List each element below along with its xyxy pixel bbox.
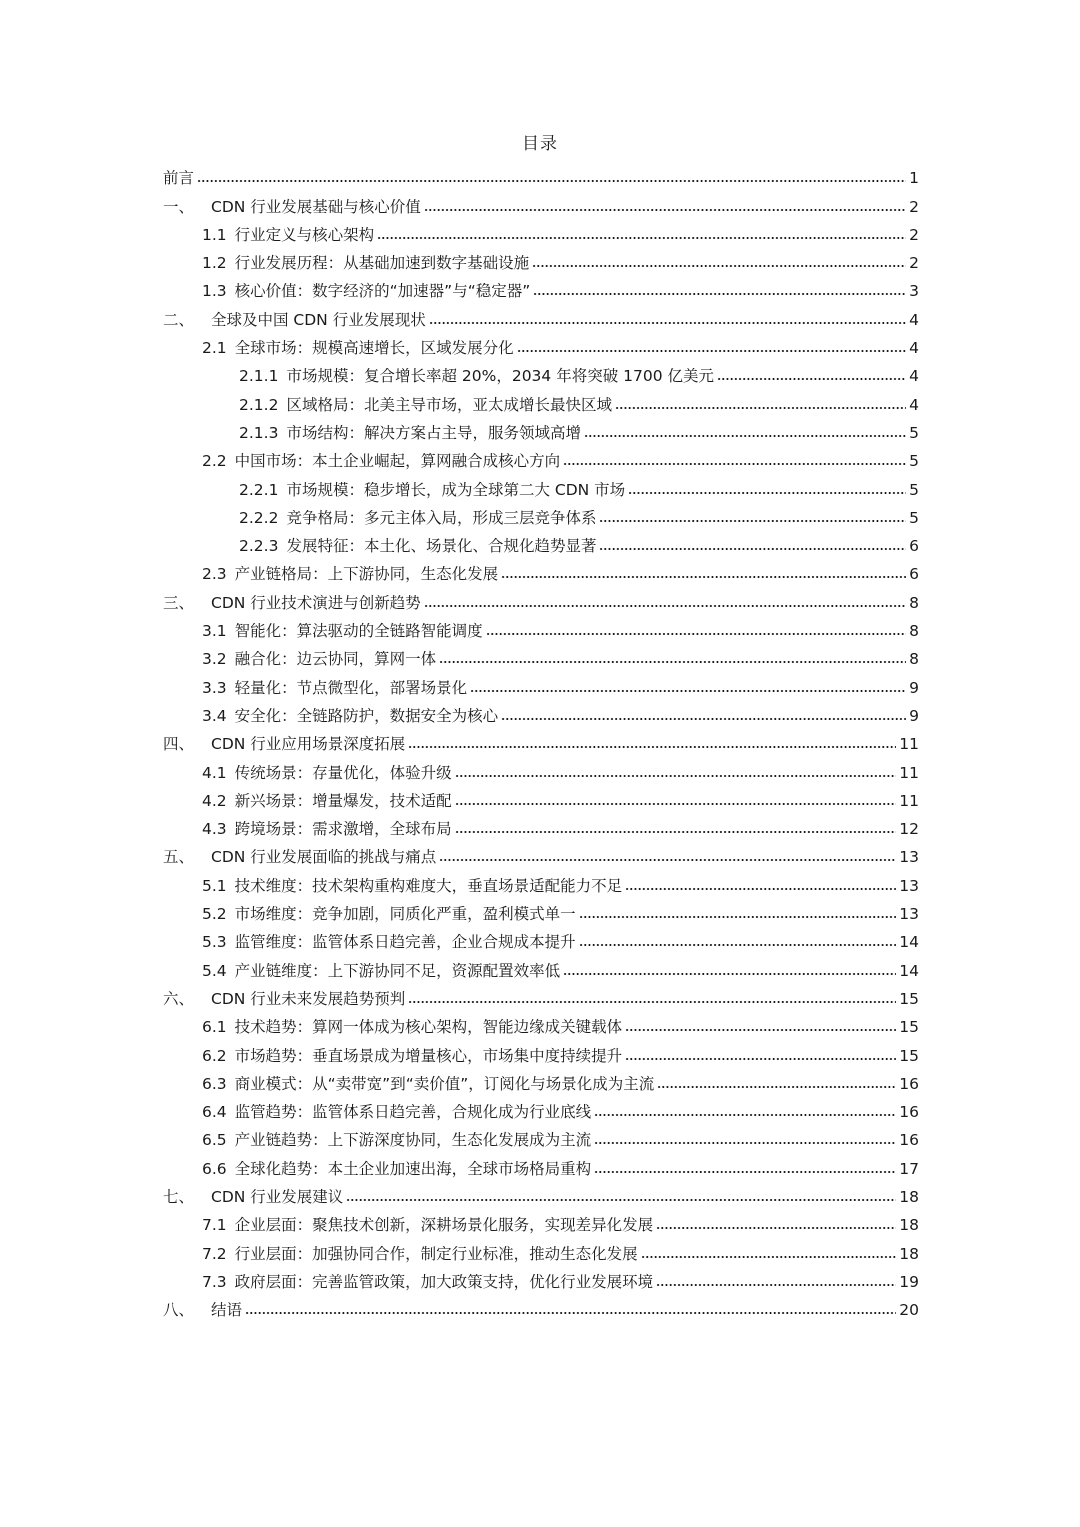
toc-entry-label: 传统场景：存量优化，体验升级 bbox=[234, 763, 452, 782]
toc-entry-page-number: 14 bbox=[899, 961, 919, 980]
dot-leader bbox=[584, 434, 906, 438]
toc-entry[interactable] bbox=[163, 981, 919, 1009]
dot-leader bbox=[439, 858, 896, 862]
toc-entry-number: 二、 bbox=[163, 310, 195, 329]
dot-leader bbox=[563, 462, 906, 466]
toc-entry-number: 3.2 bbox=[202, 650, 227, 669]
toc-entry[interactable] bbox=[163, 1235, 919, 1263]
dot-leader bbox=[501, 575, 906, 579]
toc-entry-page-number: 4 bbox=[909, 395, 919, 414]
toc-entry-number: 三、 bbox=[163, 593, 195, 612]
toc-entry-page-number: 8 bbox=[909, 650, 919, 669]
dot-leader bbox=[486, 632, 906, 636]
toc-entry-label: 产业链趋势：上下游深度协同，生态化发展成为主流 bbox=[234, 1131, 592, 1150]
toc-entry-page-number: 2 bbox=[909, 225, 919, 244]
toc-entry-page-number: 8 bbox=[909, 622, 919, 641]
dot-leader bbox=[429, 321, 906, 325]
dot-leader bbox=[408, 1000, 896, 1004]
table-of-contents bbox=[163, 160, 919, 1320]
dot-leader bbox=[346, 1198, 896, 1202]
toc-entry-number: 四、 bbox=[163, 735, 195, 754]
toc-entry-label: 全球市场：规模高速增长，区域发展分化 bbox=[234, 339, 514, 358]
toc-entry-number: 2.2.2 bbox=[239, 508, 279, 527]
toc-title: 目录 bbox=[522, 134, 558, 154]
dot-leader bbox=[455, 802, 897, 806]
toc-entry-page-number: 15 bbox=[899, 1046, 919, 1065]
toc-entry-label: 融合化：边云协同，算网一体 bbox=[234, 650, 437, 669]
toc-entry-page-number: 11 bbox=[899, 763, 919, 782]
toc-entry[interactable] bbox=[163, 669, 919, 697]
toc-entry[interactable] bbox=[163, 301, 919, 329]
toc-entry-number: 六、 bbox=[163, 989, 195, 1008]
toc-entry[interactable] bbox=[163, 867, 919, 895]
toc-entry[interactable] bbox=[163, 754, 919, 782]
toc-entry-label: 中国市场：本土企业崛起，算网融合成核心方向 bbox=[234, 452, 561, 471]
toc-entry-label: CDN 行业未来发展趋势预判 bbox=[211, 989, 406, 1008]
toc-entry-label: CDN 行业发展基础与核心价值 bbox=[211, 197, 421, 216]
dot-leader bbox=[656, 1226, 896, 1230]
toc-entry-label: 智能化：算法驱动的全链路智能调度 bbox=[234, 622, 483, 641]
toc-entry[interactable] bbox=[163, 1037, 919, 1065]
dot-leader bbox=[579, 943, 897, 947]
toc-entry-label: 产业链维度：上下游协同不足，资源配置效率低 bbox=[234, 961, 561, 980]
toc-entry[interactable] bbox=[163, 1066, 919, 1094]
toc-entry[interactable] bbox=[163, 245, 919, 273]
toc-entry-number: 五、 bbox=[163, 848, 195, 867]
dot-leader bbox=[625, 1028, 896, 1032]
dot-leader bbox=[656, 1283, 896, 1287]
toc-entry[interactable] bbox=[163, 273, 919, 301]
dot-leader bbox=[197, 179, 906, 183]
toc-entry-number: 1.2 bbox=[202, 254, 227, 273]
toc-entry-number: 5.3 bbox=[202, 933, 227, 952]
toc-entry[interactable] bbox=[163, 217, 919, 245]
toc-entry-number: 1.3 bbox=[202, 282, 227, 301]
toc-entry-label: 区域格局：北美主导市场，亚太成增长最快区域 bbox=[286, 395, 612, 414]
dot-leader bbox=[615, 406, 906, 410]
toc-entry-number: 7.3 bbox=[202, 1272, 227, 1291]
toc-entry-number: 7.2 bbox=[202, 1244, 227, 1263]
toc-entry-label: 市场结构：解决方案占主导，服务领域高增 bbox=[286, 423, 581, 442]
toc-entry-number: 七、 bbox=[163, 1187, 195, 1206]
dot-leader bbox=[501, 717, 906, 721]
toc-entry-label: 市场维度：竞争加剧，同质化严重，盈利模式单一 bbox=[234, 905, 576, 924]
toc-entry-page-number: 4 bbox=[909, 339, 919, 358]
toc-entry[interactable] bbox=[163, 386, 919, 414]
toc-entry-page-number: 19 bbox=[899, 1272, 919, 1291]
toc-entry-page-number: 5 bbox=[909, 480, 919, 499]
toc-entry-page-number: 18 bbox=[899, 1216, 919, 1235]
toc-entry[interactable] bbox=[163, 1150, 919, 1178]
toc-entry-label: 核心价值：数字经济的“加速器”与“稳定器” bbox=[234, 282, 531, 301]
toc-entry-number: 3.1 bbox=[202, 622, 227, 641]
dot-leader bbox=[625, 1057, 896, 1061]
toc-entry[interactable] bbox=[163, 811, 919, 839]
toc-entry-label: 企业层面：聚焦技术创新，深耕场景化服务，实现差异化发展 bbox=[234, 1216, 654, 1235]
toc-entry-label: 全球及中国 CDN 行业发展现状 bbox=[211, 310, 426, 329]
toc-entry-page-number: 4 bbox=[909, 310, 919, 329]
toc-entry[interactable] bbox=[163, 471, 919, 499]
dot-leader bbox=[625, 887, 896, 891]
toc-entry-label: 跨境场景：需求激增，全球布局 bbox=[234, 820, 452, 839]
toc-entry-page-number: 2 bbox=[909, 197, 919, 216]
dot-leader bbox=[594, 1170, 896, 1174]
toc-entry-label: 行业发展历程：从基础加速到数字基础设施 bbox=[234, 254, 530, 273]
toc-entry-page-number: 5 bbox=[909, 452, 919, 471]
toc-entry[interactable] bbox=[163, 443, 919, 471]
dot-leader bbox=[563, 972, 896, 976]
toc-entry-page-number: 8 bbox=[909, 593, 919, 612]
toc-entry[interactable] bbox=[163, 500, 919, 528]
toc-entry-number: 7.1 bbox=[202, 1216, 227, 1235]
toc-entry-number: 2.2 bbox=[202, 452, 227, 471]
dot-leader bbox=[470, 689, 906, 693]
toc-entry-number: 2.3 bbox=[202, 565, 227, 584]
toc-entry-number: 一、 bbox=[163, 197, 195, 216]
toc-entry[interactable] bbox=[163, 160, 919, 188]
toc-entry-number: 5.4 bbox=[202, 961, 227, 980]
dot-leader bbox=[641, 1255, 897, 1259]
toc-entry[interactable] bbox=[163, 783, 919, 811]
toc-entry-label: 监管趋势：监管体系日趋完善，合规化成为行业底线 bbox=[234, 1103, 592, 1122]
dot-leader bbox=[717, 377, 906, 381]
dot-leader bbox=[424, 208, 906, 212]
toc-entry-page-number: 13 bbox=[899, 876, 919, 895]
toc-entry-label: CDN 行业发展面临的挑战与痛点 bbox=[211, 848, 437, 867]
toc-entry-page-number: 15 bbox=[899, 1018, 919, 1037]
toc-entry[interactable] bbox=[163, 613, 919, 641]
toc-entry[interactable] bbox=[163, 924, 919, 952]
dot-leader bbox=[439, 660, 906, 664]
toc-entry[interactable] bbox=[163, 1094, 919, 1122]
dot-leader bbox=[594, 1141, 896, 1145]
toc-entry-page-number: 16 bbox=[899, 1103, 919, 1122]
dot-leader bbox=[657, 1085, 896, 1089]
toc-entry-label: 全球化趋势：本土企业加速出海，全球市场格局重构 bbox=[234, 1159, 592, 1178]
toc-entry-number: 6.1 bbox=[202, 1018, 227, 1037]
toc-entry-label: 前言 bbox=[163, 169, 195, 188]
toc-entry-number: 4.1 bbox=[202, 763, 227, 782]
toc-entry-label: CDN 行业技术演进与创新趋势 bbox=[211, 593, 421, 612]
toc-entry-number: 6.5 bbox=[202, 1131, 227, 1150]
toc-entry[interactable] bbox=[163, 896, 919, 924]
toc-entry-label: 政府层面：完善监管政策，加大政策支持，优化行业发展环境 bbox=[234, 1272, 654, 1291]
toc-entry-number: 1.1 bbox=[202, 225, 227, 244]
dot-leader bbox=[245, 1311, 896, 1315]
dot-leader bbox=[594, 1113, 896, 1117]
toc-entry-label: 市场规模：稳步增长，成为全球第二大 CDN 市场 bbox=[286, 480, 626, 499]
dot-leader bbox=[533, 292, 906, 296]
dot-leader bbox=[579, 915, 897, 919]
toc-entry-page-number: 18 bbox=[899, 1187, 919, 1206]
toc-entry-number: 2.1.2 bbox=[239, 395, 279, 414]
toc-entry-label: CDN 行业应用场景深度拓展 bbox=[211, 735, 406, 754]
toc-entry[interactable] bbox=[163, 1207, 919, 1235]
toc-entry-label: 竞争格局：多元主体入局，形成三层竞争体系 bbox=[286, 508, 597, 527]
toc-entry-label: 商业模式：从“卖带宽”到“卖价值”，订阅化与场景化成为主流 bbox=[234, 1074, 655, 1093]
dot-leader bbox=[599, 519, 906, 523]
toc-entry-number: 2.1.1 bbox=[239, 367, 279, 386]
toc-entry[interactable] bbox=[163, 726, 919, 754]
toc-entry-page-number: 16 bbox=[899, 1131, 919, 1150]
toc-entry-number: 4.3 bbox=[202, 820, 227, 839]
toc-entry-number: 2.2.1 bbox=[239, 480, 279, 499]
toc-entry-label: 技术维度：技术架构重构难度大，垂直场景适配能力不足 bbox=[234, 876, 623, 895]
toc-entry-label: 技术趋势：算网一体成为核心架构，智能边缘成关键载体 bbox=[234, 1018, 623, 1037]
toc-entry-number: 4.2 bbox=[202, 791, 227, 810]
toc-entry-page-number: 15 bbox=[899, 989, 919, 1008]
toc-entry-label: CDN 行业发展建议 bbox=[211, 1187, 344, 1206]
toc-entry-label: 行业定义与核心架构 bbox=[234, 225, 375, 244]
toc-entry-label: 轻量化：节点微型化，部署场景化 bbox=[234, 678, 468, 697]
dot-leader bbox=[532, 264, 906, 268]
toc-entry-number: 八、 bbox=[163, 1301, 195, 1320]
toc-entry-page-number: 6 bbox=[909, 537, 919, 556]
toc-entry-page-number: 20 bbox=[899, 1301, 919, 1320]
toc-entry[interactable] bbox=[163, 641, 919, 669]
toc-entry-number: 2.2.3 bbox=[239, 537, 279, 556]
toc-entry-label: 市场规模：复合增长率超 20%，2034 年将突破 1700 亿美元 bbox=[286, 367, 715, 386]
toc-entry-number: 2.1 bbox=[202, 339, 227, 358]
toc-entry-page-number: 2 bbox=[909, 254, 919, 273]
toc-entry-page-number: 5 bbox=[909, 423, 919, 442]
dot-leader bbox=[455, 830, 897, 834]
dot-leader bbox=[408, 745, 896, 749]
toc-entry-page-number: 16 bbox=[899, 1074, 919, 1093]
toc-entry[interactable] bbox=[163, 330, 919, 358]
toc-entry[interactable] bbox=[163, 952, 919, 980]
toc-entry-label: 安全化：全链路防护，数据安全为核心 bbox=[234, 706, 499, 725]
toc-entry[interactable] bbox=[163, 698, 919, 726]
toc-entry-number: 6.3 bbox=[202, 1074, 227, 1093]
toc-entry-label: 行业层面：加强协同合作，制定行业标准，推动生态化发展 bbox=[234, 1244, 638, 1263]
toc-entry-page-number: 13 bbox=[899, 905, 919, 924]
toc-entry-label: 市场趋势：垂直场景成为增量核心，市场集中度持续提升 bbox=[234, 1046, 623, 1065]
dot-leader bbox=[455, 774, 897, 778]
toc-entry[interactable] bbox=[163, 556, 919, 584]
toc-entry[interactable] bbox=[163, 1122, 919, 1150]
toc-entry-label: 监管维度：监管体系日趋完善，企业合规成本提升 bbox=[234, 933, 576, 952]
toc-entry-page-number: 14 bbox=[899, 933, 919, 952]
toc-entry[interactable] bbox=[163, 528, 919, 556]
toc-entry[interactable] bbox=[163, 584, 919, 612]
toc-entry[interactable] bbox=[163, 839, 919, 867]
toc-entry-page-number: 9 bbox=[909, 706, 919, 725]
toc-entry-number: 5.1 bbox=[202, 876, 227, 895]
toc-entry-label: 发展特征：本土化、场景化、合规化趋势显著 bbox=[286, 537, 597, 556]
toc-entry-page-number: 4 bbox=[909, 367, 919, 386]
toc-entry-page-number: 18 bbox=[899, 1244, 919, 1263]
toc-entry-page-number: 13 bbox=[899, 848, 919, 867]
toc-entry[interactable] bbox=[163, 1292, 919, 1320]
toc-entry-page-number: 12 bbox=[899, 820, 919, 839]
toc-entry[interactable] bbox=[163, 1264, 919, 1292]
toc-entry-page-number: 5 bbox=[909, 508, 919, 527]
toc-entry[interactable] bbox=[163, 1179, 919, 1207]
toc-entry-number: 6.4 bbox=[202, 1103, 227, 1122]
toc-entry-page-number: 3 bbox=[909, 282, 919, 301]
toc-entry-page-number: 17 bbox=[899, 1159, 919, 1178]
toc-entry-number: 6.6 bbox=[202, 1159, 227, 1178]
toc-entry[interactable] bbox=[163, 188, 919, 216]
dot-leader bbox=[628, 491, 906, 495]
toc-entry-label: 新兴场景：增量爆发，技术适配 bbox=[234, 791, 452, 810]
toc-entry-page-number: 6 bbox=[909, 565, 919, 584]
toc-entry-page-number: 1 bbox=[909, 169, 919, 188]
toc-entry[interactable] bbox=[163, 415, 919, 443]
dot-leader bbox=[377, 236, 906, 240]
toc-entry[interactable] bbox=[163, 358, 919, 386]
toc-entry-number: 3.4 bbox=[202, 706, 227, 725]
toc-entry-number: 6.2 bbox=[202, 1046, 227, 1065]
dot-leader bbox=[517, 349, 906, 353]
toc-entry-number: 5.2 bbox=[202, 905, 227, 924]
toc-entry-number: 3.3 bbox=[202, 678, 227, 697]
toc-entry-label: 产业链格局：上下游协同，生态化发展 bbox=[234, 565, 499, 584]
toc-entry[interactable] bbox=[163, 1009, 919, 1037]
dot-leader bbox=[599, 547, 906, 551]
toc-entry-page-number: 11 bbox=[899, 735, 919, 754]
toc-entry-page-number: 9 bbox=[909, 678, 919, 697]
toc-entry-page-number: 11 bbox=[899, 791, 919, 810]
toc-entry-label: 结语 bbox=[211, 1301, 243, 1320]
toc-entry-number: 2.1.3 bbox=[239, 423, 279, 442]
dot-leader bbox=[424, 604, 906, 608]
